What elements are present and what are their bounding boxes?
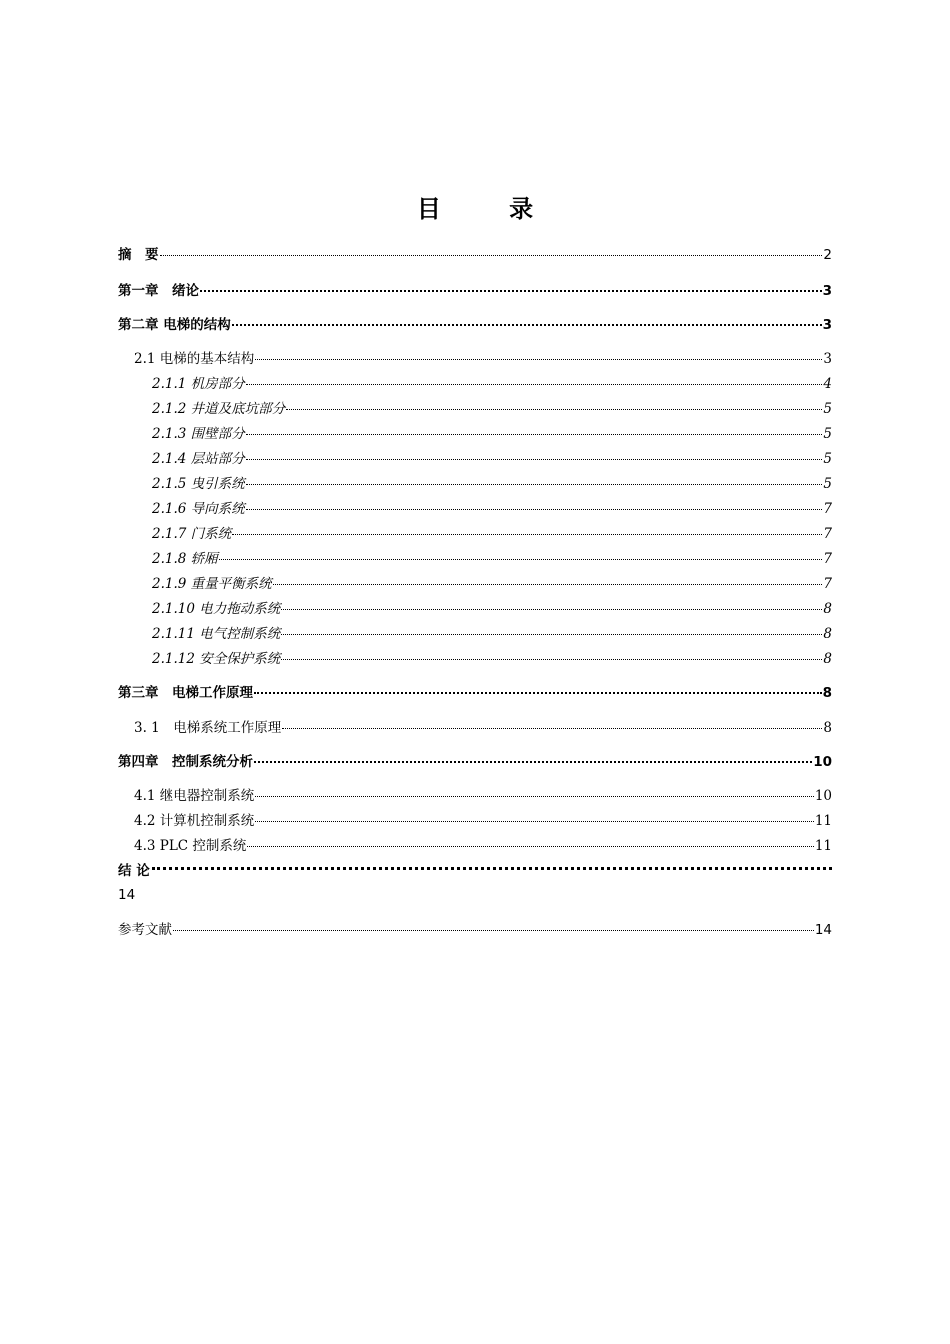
toc-entry-page: 5 (823, 426, 832, 442)
toc-entry-label: 2.1.2 井道及底坑部分 (152, 401, 286, 417)
toc-entry-label: 2.1.11 电气控制系统 (152, 626, 281, 642)
toc-entry-chapter-2[interactable] (118, 315, 832, 335)
toc-entry-subsection-2-1-8[interactable] (152, 549, 832, 569)
toc-entry-section-2-1[interactable] (134, 349, 832, 369)
toc-entry-section-3-1[interactable] (134, 718, 832, 738)
toc-dot-leader (255, 820, 814, 822)
toc-entry-subsection-2-1-10[interactable] (152, 599, 832, 619)
toc-entry-page: 4 (823, 376, 832, 392)
toc-entry-section-4-1[interactable] (134, 786, 832, 806)
toc-entry-page: 7 (823, 501, 832, 517)
toc-entry-page: 11 (814, 838, 832, 854)
toc-dot-leader (219, 558, 823, 560)
toc-entry-page: 8 (823, 626, 832, 642)
toc-entry-label: 第四章 控制系统分析 (118, 754, 253, 770)
toc-entry-chapter-1[interactable] (118, 281, 832, 301)
toc-entry-subsection-2-1-9[interactable] (152, 574, 832, 594)
toc-entry-page: 7 (823, 576, 832, 592)
toc-entry-page: 5 (823, 476, 832, 492)
toc-entry-page: 8 (823, 601, 832, 617)
toc-entry-chapter-4[interactable] (118, 752, 832, 772)
toc-entry-page: 10 (813, 754, 832, 770)
toc-dot-leader (173, 929, 814, 931)
toc-entry-page: 14 (814, 922, 832, 938)
toc-dot-leader (254, 760, 812, 763)
toc-entry-label: 4.1 继电器控制系统 (134, 788, 255, 804)
toc-dot-leader (246, 458, 823, 460)
toc-entry-label: 结 论 (118, 863, 150, 879)
toc-dot-leader (281, 658, 822, 660)
toc-dot-leader (286, 408, 822, 410)
toc-entry-label: 第一章 绪论 (118, 283, 199, 299)
toc-entry-references[interactable] (118, 920, 832, 940)
toc-entry-subsection-2-1-6[interactable] (152, 499, 832, 519)
toc-entry-page: 10 (814, 788, 832, 804)
toc-dot-leader (246, 433, 823, 435)
toc-dot-leader (247, 845, 813, 847)
toc-entry-page: 2 (823, 247, 832, 263)
toc-entry-label: 2.1.4 层站部分 (152, 451, 245, 467)
toc-entry-label: 4.3 PLC 控制系统 (134, 838, 247, 854)
toc-entry-label: 2.1.5 曳引系统 (152, 476, 245, 492)
toc-entry-label: 2.1.6 导向系统 (152, 501, 245, 517)
toc-dot-leader (246, 383, 823, 385)
toc-dot-leader (232, 323, 822, 326)
toc-entry-label: 摘 要 (118, 247, 159, 263)
toc-dot-leader (160, 254, 823, 256)
toc-entry-label: 4.2 计算机控制系统 (134, 813, 255, 829)
toc-entry-page: 8 (823, 651, 832, 667)
toc-entry-subsection-2-1-1[interactable] (152, 374, 832, 394)
toc-dot-leader (246, 508, 823, 510)
toc-entry-label: 3. 1 电梯系统工作原理 (134, 720, 282, 736)
toc-entry-subsection-2-1-2[interactable] (152, 399, 832, 419)
toc-entry-label: 第二章 电梯的结构 (118, 317, 231, 333)
toc-entry-page: 5 (823, 401, 832, 417)
toc-dot-leader (254, 691, 822, 694)
toc-entry-label: 2.1.10 电力拖动系统 (152, 601, 281, 617)
toc-entry-conclusion[interactable] (118, 860, 832, 882)
toc-entry-label: 2.1.8 轿厢 (152, 551, 218, 567)
toc-dot-leader (282, 727, 822, 729)
toc-entry-page: 7 (823, 551, 832, 567)
toc-entry-page: 3 (822, 283, 832, 299)
toc-entry-page: 8 (823, 720, 832, 736)
toc-entry-page: 8 (822, 685, 832, 701)
toc-entry-label: 2.1 电梯的基本结构 (134, 351, 255, 367)
toc-entry-page: 3 (823, 351, 832, 367)
toc-entry-subsection-2-1-5[interactable] (152, 474, 832, 494)
toc-entry-label: 第三章 电梯工作原理 (118, 685, 253, 701)
toc-entry-subsection-2-1-11[interactable] (152, 624, 832, 644)
toc-entry-label: 参考文献 (118, 922, 172, 938)
toc-entry-subsection-2-1-3[interactable] (152, 424, 832, 444)
toc-entry-label: 2.1.3 围壁部分 (152, 426, 245, 442)
toc-entry-conclusion-page: 14 (118, 887, 136, 903)
toc-entry-label: 2.1.1 机房部分 (152, 376, 245, 392)
toc-entry-page: 11 (814, 813, 832, 829)
page-title: 目 录 (416, 195, 564, 223)
toc-entry-label: 2.1.12 安全保护系统 (152, 651, 281, 667)
toc-dot-leader (232, 533, 822, 535)
toc-dot-leader (200, 289, 822, 292)
toc-entry-section-4-3[interactable] (134, 836, 832, 856)
toc-entry-label: 2.1.7 门系统 (152, 526, 232, 542)
toc-dot-leader (273, 583, 823, 585)
toc-entry-subsection-2-1-4[interactable] (152, 449, 832, 469)
toc-dot-leader (152, 866, 832, 870)
toc-entry-subsection-2-1-7[interactable] (152, 524, 832, 544)
toc-entry-page: 5 (823, 451, 832, 467)
toc-dot-leader (281, 633, 822, 635)
toc-dot-leader (255, 795, 814, 797)
toc-entry-page: 3 (822, 317, 832, 333)
toc-entry-chapter-3[interactable] (118, 683, 832, 703)
toc-dot-leader (246, 483, 823, 485)
toc-entry-page: 7 (823, 526, 832, 542)
toc-dot-leader (281, 608, 822, 610)
toc-entry-label: 2.1.9 重量平衡系统 (152, 576, 272, 592)
toc-entry-section-4-2[interactable] (134, 811, 832, 831)
toc-entry-abstract[interactable] (118, 245, 832, 265)
toc-entry-subsection-2-1-12[interactable] (152, 649, 832, 669)
toc-dot-leader (255, 358, 822, 360)
